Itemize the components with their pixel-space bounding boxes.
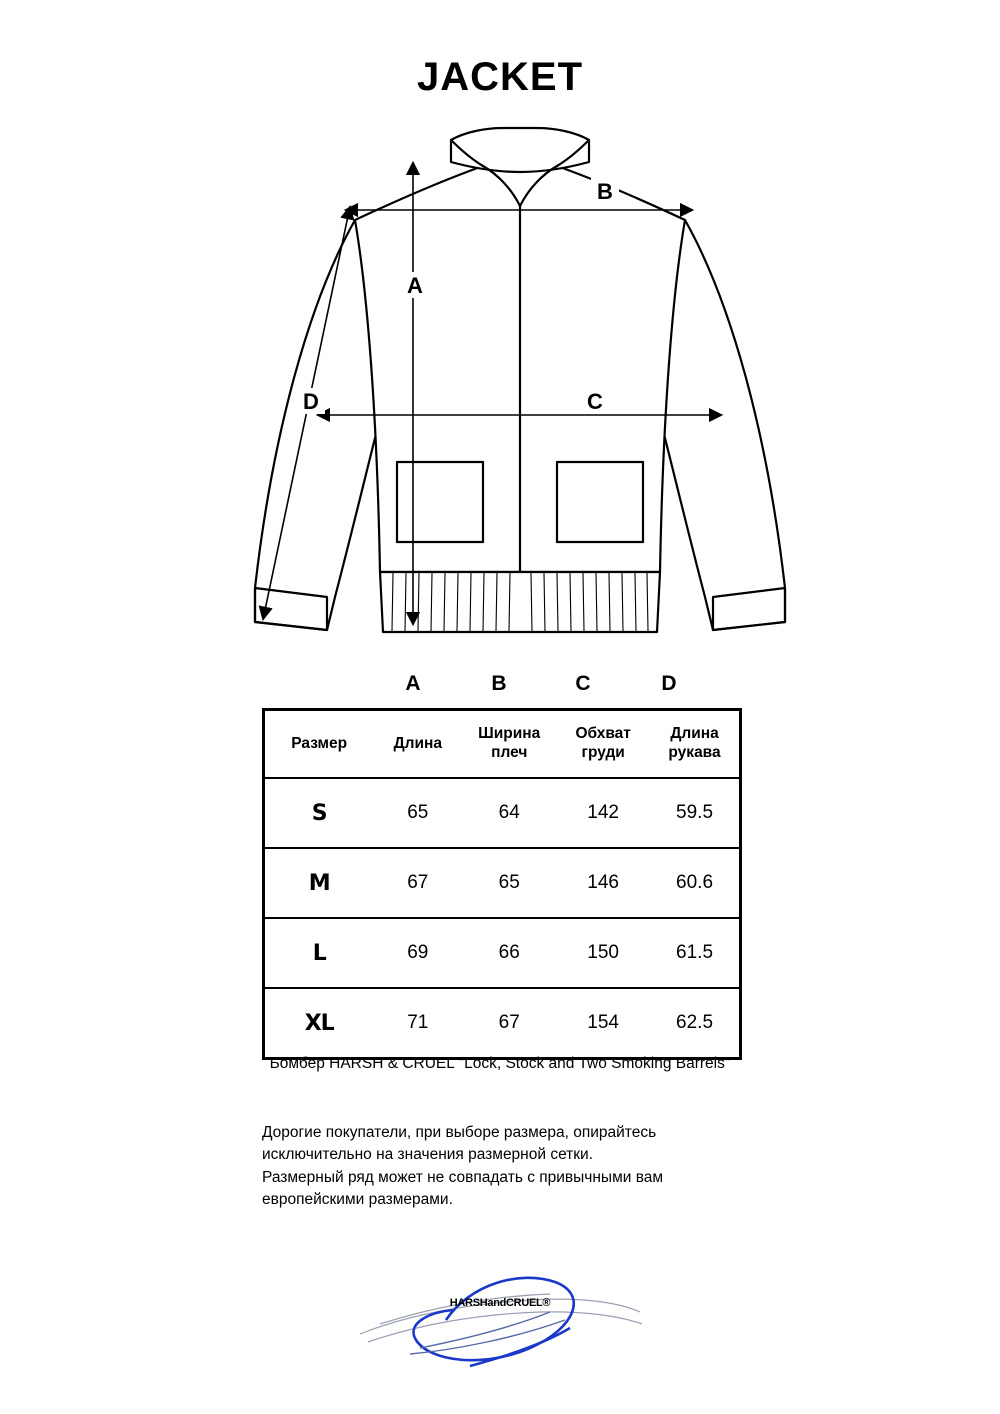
cell-chest: 154 xyxy=(556,988,650,1059)
cell-length: 69 xyxy=(373,918,462,988)
diagram-label-d: D xyxy=(303,389,319,414)
note-line-3: Размерный ряд может не совпадать с привычными вам xyxy=(262,1168,664,1186)
cell-sleeve: 61.5 xyxy=(650,918,740,988)
cell-length: 65 xyxy=(373,778,462,848)
cell-sleeve: 59.5 xyxy=(650,778,740,848)
cell-size: XL xyxy=(264,988,374,1059)
cell-size: S xyxy=(264,778,374,848)
header-chest-line1: Обхват xyxy=(575,725,631,743)
column-letter-d: D xyxy=(661,672,677,695)
header-sleeve-line2: рукава xyxy=(668,744,721,761)
column-letter-c: C xyxy=(575,672,591,695)
cell-size: L xyxy=(264,918,374,988)
header-sleeve-line1: Длина xyxy=(670,725,719,743)
cell-size: M xyxy=(264,848,374,918)
cell-shoulder: 67 xyxy=(462,988,556,1059)
size-table xyxy=(262,708,742,1060)
note-line-4: европейскими размерами. xyxy=(262,1191,453,1209)
column-letters xyxy=(262,672,742,702)
header-sleeve xyxy=(650,710,740,779)
note-line-1: Дорогие покупатели, при выборе размера, опирайтесь xyxy=(262,1124,657,1141)
header-length: Длина xyxy=(373,710,462,779)
cell-sleeve: 60.6 xyxy=(650,848,740,918)
table-row xyxy=(264,778,741,848)
header-shoulder-line1: Ширина xyxy=(478,725,541,743)
column-letter-a: A xyxy=(405,672,421,695)
cell-sleeve: 62.5 xyxy=(650,988,740,1059)
header-shoulder-line2: плеч xyxy=(491,744,528,761)
table-row xyxy=(264,848,741,918)
table-header-row xyxy=(264,710,741,779)
column-letter-b: B xyxy=(491,672,507,695)
cell-length: 67 xyxy=(373,848,462,918)
table-row xyxy=(264,918,741,988)
brand-logo-icon xyxy=(350,1262,650,1382)
header-size: Размер xyxy=(264,710,374,779)
cell-shoulder: 66 xyxy=(462,918,556,988)
customer-note xyxy=(262,1122,782,1212)
cell-shoulder: 65 xyxy=(462,848,556,918)
product-caption: Бомбер HARSH & CRUEL "Lock, Stock and Two Smoking Barrels" xyxy=(269,1055,731,1072)
diagram-label-a: A xyxy=(407,273,423,298)
page-title: JACKET xyxy=(416,55,584,99)
header-chest xyxy=(556,710,650,779)
table-row xyxy=(264,988,741,1059)
cell-chest: 142 xyxy=(556,778,650,848)
cell-chest: 146 xyxy=(556,848,650,918)
diagram-label-c: C xyxy=(587,389,603,414)
jacket-diagram xyxy=(215,110,825,670)
header-shoulder xyxy=(462,710,556,779)
header-chest-line2: груди xyxy=(581,744,625,761)
brand-logo-text: HARSHandCRUEL® xyxy=(449,1297,551,1309)
cell-length: 71 xyxy=(373,988,462,1059)
diagram-label-b: B xyxy=(597,179,613,204)
cell-chest: 150 xyxy=(556,918,650,988)
note-line-2: исключительно на значения размерной сетки. xyxy=(262,1146,594,1164)
cell-shoulder: 64 xyxy=(462,778,556,848)
